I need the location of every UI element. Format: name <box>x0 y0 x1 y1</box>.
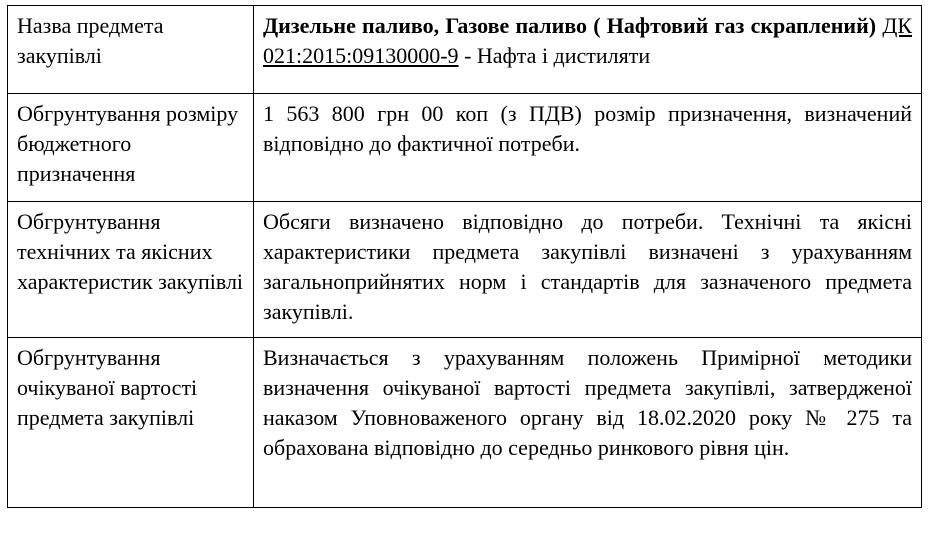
row-label <box>8 94 254 202</box>
row-value <box>254 338 922 508</box>
procurement-subject: Дизельне паливо, Газове паливо ( Нафтовий газ скраплений) <box>263 13 877 38</box>
row-label <box>8 338 254 508</box>
classifier-description: - Нафта і дистиляти <box>464 43 651 68</box>
row-label-text: Обгрунтування очікуваної вартості предмета закупівлі <box>17 345 198 430</box>
procurement-table <box>7 5 922 508</box>
row-label-text: Обгрунтування розміру бюджетного призначення <box>17 101 239 186</box>
budget-justification: 1 563 800 грн 00 коп (з ПДВ) розмір призначення, визначений відповідно до фактичної потреби. <box>263 101 912 156</box>
table-row <box>8 202 922 338</box>
row-label <box>8 202 254 338</box>
table-row <box>8 94 922 202</box>
row-label-text: Назва предмета закупівлі <box>17 13 164 68</box>
row-value <box>254 202 922 338</box>
row-value <box>254 94 922 202</box>
table-row <box>8 338 922 508</box>
row-label-text: Обгрунтування технічних та якісних характеристик закупівлі <box>17 209 244 294</box>
classifier-code: ДК 021:2015:09130000-9 <box>263 13 912 68</box>
technical-justification: Обсяги визначено відповідно до потреби. Технічні та якісні характеристики предмета закупівлі визначені з урахуванням загальноприйнятих норм і стандартів для зазначеного предмета закупівлі. <box>263 209 912 324</box>
row-value <box>254 6 922 94</box>
table-row <box>8 6 922 94</box>
cost-justification: Визначається з урахуванням положень Примірної методики визначення очікуваної вартості предмета закупівлі, затвердженої наказом Уповноваженого органу від 18.02.2020 року № 275 та обрахована відповідно до середньо ринкового рівня цін. <box>263 345 912 460</box>
row-label <box>8 6 254 94</box>
